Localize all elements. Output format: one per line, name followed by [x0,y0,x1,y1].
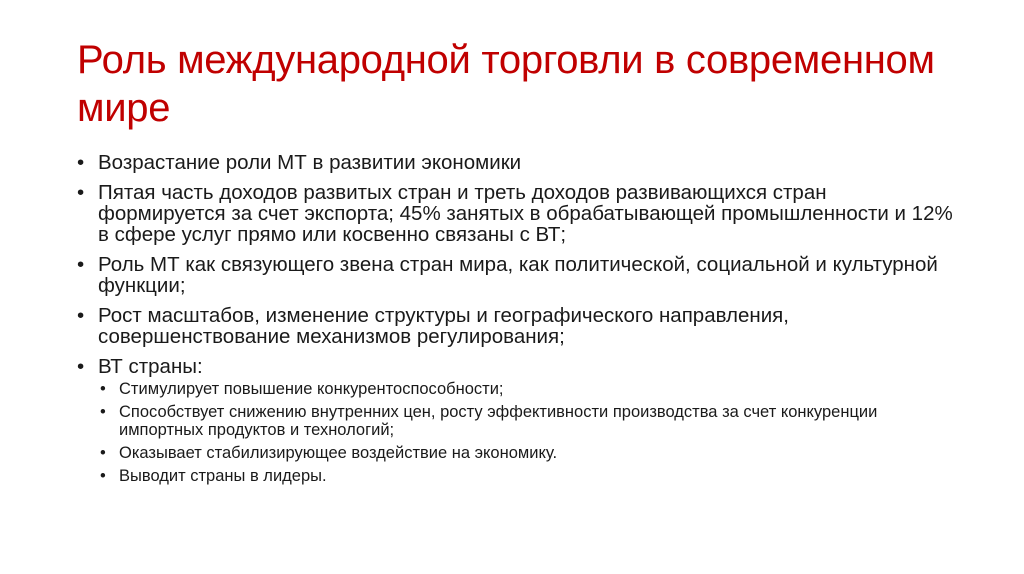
bullet-item: • Возрастание роли МТ в развитии экономики [77,152,957,173]
sub-bullet-list [98,380,957,485]
sub-bullet-item: • Оказывает стабилизирующее воздействие на экономику. [98,444,957,462]
sub-bullet-item: • Способствует снижению внутренних цен, росту эффективности производства за счет конкуренции импортных продуктов и технологий; [98,403,957,439]
bullet-list [77,152,957,494]
bullet-item-label: ВТ страны: [98,355,203,378]
bullet-item: • Рост масштабов, изменение структуры и географического направления, совершенствование механизмов регулирования; [77,305,957,347]
sub-bullet-item: • Выводит страны в лидеры. [98,467,957,485]
bullet-item: • Пятая часть доходов развитых стран и треть доходов развивающихся стран формируется за счет экспорта; 45% занятых в обрабатывающей промышленности и 12% в сфере услуг прямо или косвенно связаны с ВТ; [77,182,957,245]
sub-bullet-item: • Стимулирует повышение конкурентоспособности; [98,380,957,398]
slide-title: Роль международной торговли в современном мире [77,38,935,130]
bullet-item-with-sublist [77,356,957,485]
bullet-item: • Роль МТ как связующего звена стран мира, как политической, социальной и культурной функции; [77,254,957,296]
